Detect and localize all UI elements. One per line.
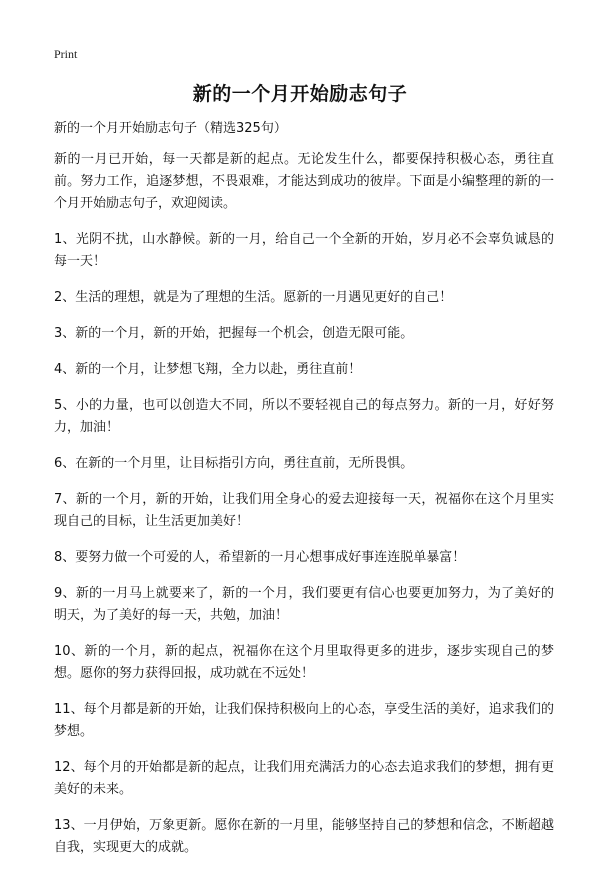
list-item: 2、生活的理想，就是为了理想的生活。愿新的一月遇见更好的自己！ [54,290,453,305]
list-item: 9、新的一月马上就要来了，新的一个月，我们要更有信心也要更加努力，为了美好的明天，为了美好的每一天，共勉，加油！ [54,586,554,623]
list-item: 3、新的一个月，新的开始，把握每一个机会，创造无限可能。 [54,326,414,341]
list-item: 1、光阴不扰，山水静候。新的一月，给自己一个全新的开始，岁月必不会辜负诚恳的每一天！ [54,232,554,269]
list-item: 11、每个月都是新的开始，让我们保持积极向上的心态，享受生活的美好，追求我们的梦想。 [54,702,554,739]
list-item: 6、在新的一个月里，让目标指引方向，勇往直前，无所畏惧。 [54,456,414,471]
list-item: 12、每个月的开始都是新的起点，让我们用充满活力的心态去追求我们的梦想，拥有更美好的未来。 [54,760,554,797]
list-item: 8、要努力做一个可爱的人，希望新的一月心想事成好事连连脱单暴富！ [54,550,466,565]
list-item: 13、一月伊始，万象更新。愿你在新的一月里，能够坚持自己的梦想和信念，不断超越自我，实现更大的成就。 [54,818,554,855]
list-item: 10、新的一个月，新的起点，祝福你在这个月里取得更多的进步，逐步实现自己的梦想。愿你的努力获得回报，成功就在不远处！ [54,644,554,681]
list-item: 4、新的一个月，让梦想飞翔，全力以赴，勇往直前！ [54,362,362,377]
list-item: 5、小的力量，也可以创造大不同，所以不要轻视自己的每点努力。新的一月，好好努力，加油！ [54,398,554,435]
page-title: 新的一个月开始励志句子 [192,83,408,105]
list-item: 7、新的一个月，新的开始，让我们用全身心的爱去迎接每一天，祝福你在这个月里实现自己的目标，让生活更加美好！ [54,492,554,529]
print-link[interactable]: Print [54,47,78,61]
intro-paragraph: 新的一月已开始，每一天都是新的起点。无论发生什么，都要保持积极心态，勇往直前。努力工作，追逐梦想，不畏艰难，才能达到成功的彼岸。下面是小编整理的新的一个月开始励志句子，欢迎阅读。 [54,152,554,211]
article-body [54,118,554,873]
subtitle: 新的一个月开始励志句子（精选325句） [54,121,287,136]
